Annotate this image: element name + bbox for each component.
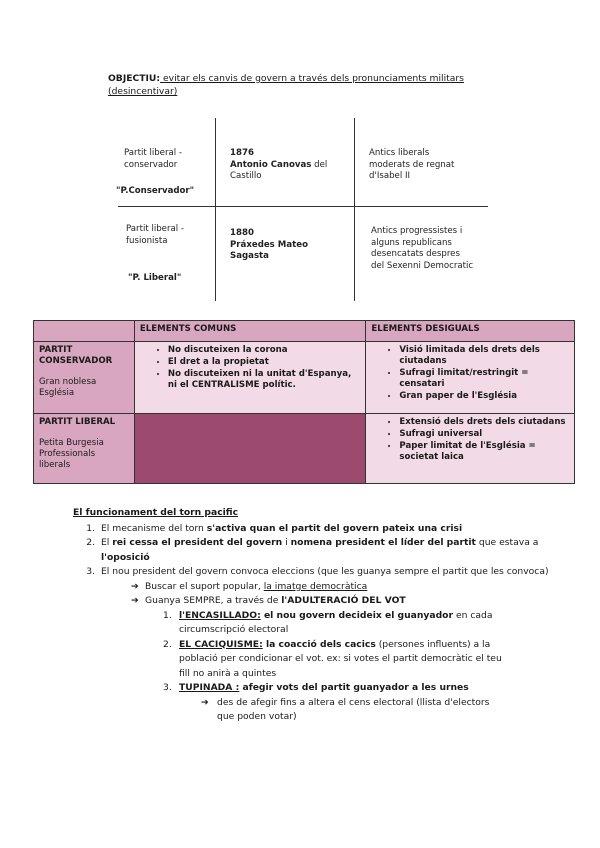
liberal-sub2: Professionals liberals: [39, 449, 96, 470]
item1-text: El mecanisme del torn: [101, 522, 207, 534]
list-item: 3. El nou president del govern convoca eleccions (que les guanya sempre el partit que les convoca): [86, 566, 549, 577]
item2-bold2: nomena president el líder del partit: [290, 537, 476, 548]
arrow-icon: ➔: [131, 580, 139, 592]
lib-diff-cell: [366, 414, 575, 484]
arrow1-text: Buscar el suport popular,: [145, 580, 264, 592]
cons-year: 1876: [230, 148, 254, 158]
cons-diff-cell: [366, 342, 575, 414]
list-item: • Paper limitat de l'Església = societat laica: [399, 441, 569, 463]
header-diff: ELEMENTS DESIGUALS: [366, 321, 575, 342]
liberal-common-cell: [134, 414, 365, 484]
arrow2-text: Guanya SEMPRE, a través de: [145, 595, 282, 606]
arrow-icon: ➔: [201, 696, 209, 708]
list-item: [73, 580, 553, 595]
list-item: • Sufragi universal: [399, 429, 569, 440]
common-cell: [134, 342, 365, 414]
list-item: [73, 696, 507, 725]
cons-leader: Antonio Canovas: [230, 159, 312, 170]
header-common: ELEMENTS COMUNS: [134, 321, 365, 342]
conservador-title: PARTIT CONSERVADOR: [39, 345, 113, 366]
liberal-sub1: Petita Burgesia: [39, 438, 104, 448]
cons-origin: Antics liberals moderats de regnat d'Isabel II: [369, 148, 455, 181]
sub3-detail: des de afegir fins a altera el cens electoral (llista d'electors que poden votar): [217, 696, 490, 722]
list-item: 2. EL CACIQUISME: la coacció dels cacics (persones influents) a la població per condicionar el vot. ex: si votes el partit democràtic el teu fill no anirà a quintes: [163, 638, 502, 679]
arrow-icon: ➔: [131, 595, 139, 606]
torn-title: El funcionament del torn pacific: [73, 507, 239, 518]
item2-post: que estava a: [475, 537, 539, 548]
cons-name: "P.Conservador": [116, 186, 195, 196]
list-item: [73, 594, 553, 609]
grid-line-v1: [215, 118, 216, 301]
sub3-underline: TUPINADA :: [179, 682, 240, 693]
cons-leader-rest: del Castillo: [230, 159, 328, 181]
list-item: 1. l'ENCASILLADO: el nou govern decideix el guanyador en cada circumscripció electoral: [163, 609, 493, 635]
item2-text: El: [101, 537, 113, 548]
item2-bold1: rei cessa el president del govern: [112, 537, 283, 548]
table-row-conservador: [34, 342, 575, 414]
comparison-table: [33, 320, 575, 484]
list-item: • Visió limitada dels drets dels ciutadans: [399, 345, 569, 367]
lib-leader-block: [230, 228, 340, 263]
grid-line-h: [118, 206, 488, 207]
sub1-text: en cada circumscripció electoral: [179, 609, 493, 635]
arrow1-underline: la imatge democràtica: [263, 580, 368, 592]
list-item: • Gran paper de l'Església: [399, 391, 569, 402]
sub3-bold: afegir vots del partit guanyador a les urnes: [239, 682, 469, 693]
sub2-text: (persones influents) a la població per condicionar el vot. ex: si votes el partit democràtic el teu fill no anirà a quintes: [179, 638, 502, 679]
liberal-label-cell: [34, 414, 135, 484]
list-item: • Extensió dels drets dels ciutadans: [399, 417, 569, 428]
grid-line-v2: [354, 118, 355, 301]
table-row-liberal: [34, 414, 575, 484]
sub1-underline: l'ENCASILLADO:: [179, 609, 261, 621]
item1-bold: s'activa quan el partit del govern pateix una crisi: [206, 522, 463, 534]
sub2-underline: EL CACIQUISME:: [179, 638, 263, 650]
item2-mid: i: [282, 537, 291, 548]
lib-year: 1880: [230, 228, 254, 238]
lib-name: "P. Liberal": [128, 273, 182, 283]
conservador-sub2: Església: [39, 388, 75, 398]
cons-leader-block: [230, 148, 348, 183]
sub1-bold: el nou govern decideix el guanyador: [260, 609, 454, 621]
list-item: • Sufragi limitat/restringit = censatari: [399, 368, 569, 390]
item3-text: El nou president del govern convoca eleccions (que les guanya sempre el partit que les convoca): [101, 566, 549, 577]
sub2-bold: la coacció dels cacics: [262, 638, 376, 650]
objective-paragraph: [108, 72, 508, 98]
list-item: • El dret a la propietat: [168, 357, 360, 368]
lib-origin: Antics progressistes i alguns republicans desencatats despres del Sexenni Democratic: [371, 226, 474, 271]
lib-desc: Partit liberal - fusionista: [126, 224, 184, 246]
list-item: 2. El rei cessa el president del govern i nomena president el líder del partit que estava a l'oposició: [86, 537, 539, 563]
conservador-sub1: Gran noblesa: [39, 377, 97, 387]
objective-text: evitar els canvis de govern a través dels pronunciaments militars (desincentivar): [108, 73, 464, 97]
list-item: • No discuteixen ni la unitat d'Espanya, ni el CENTRALISME polític.: [168, 369, 360, 391]
objective-label: OBJECTIU:: [108, 73, 161, 84]
list-item: • No discuteixen la corona: [168, 345, 360, 356]
cons-desc: Partit liberal - conservador: [124, 148, 182, 170]
header-empty: [34, 321, 135, 342]
liberal-title: PARTIT LIBERAL: [39, 417, 116, 427]
lib-leader: Práxedes Mateo Sagasta: [230, 239, 308, 261]
torn-section: [73, 506, 553, 725]
list-item: 1. El mecanisme del torn s'activa quan el partit del govern pateix una crisi: [86, 522, 463, 534]
table-header-row: [34, 321, 575, 342]
arrow2-bold: l'ADULTERACIÓ DEL VOT: [281, 595, 406, 606]
item2-bold3: l'oposició: [101, 551, 150, 563]
list-item: 3. TUPINADA : afegir vots del partit guanyador a les urnes: [163, 682, 469, 693]
conservador-label-cell: [34, 342, 135, 414]
